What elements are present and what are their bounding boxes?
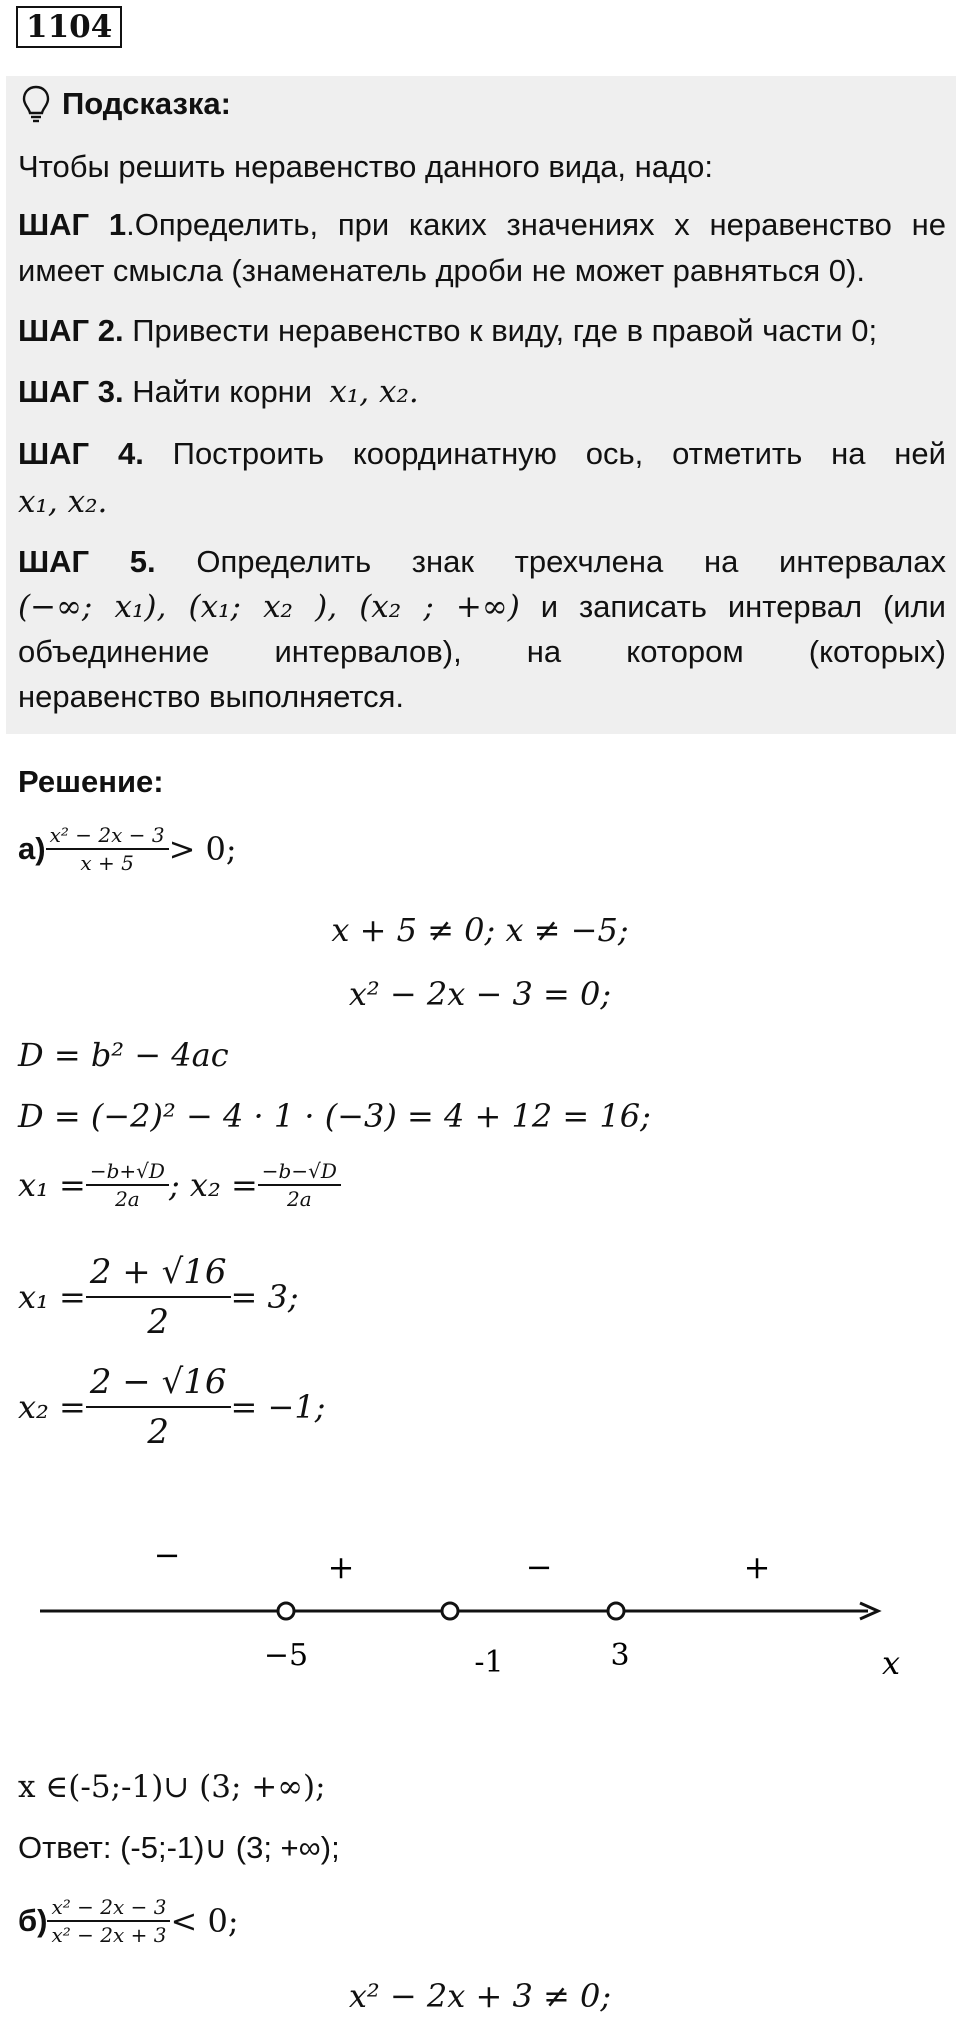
x1-value-fraction: $\frac{2 + √16}{2}$ [86, 1248, 231, 1346]
hint-step5-line1: ШАГ 5. Определить знак трехчлена на интервалах [18, 544, 946, 579]
hint-step1-line1: ШАГ 1.Определить, при каких значениях x неравенство не [18, 207, 946, 242]
x2-value-fraction: $\frac{2 - √16}{2}$ [86, 1358, 231, 1456]
part-b-fraction: $\frac{\text{x² − 2x − 3}}{\text{x² − 2x + 3}}$ [47, 1894, 170, 1948]
part-a-equation: x² − 2x − 3 = 0; [348, 975, 612, 1013]
x1-value: x₁ = $\frac{2 + √16}{2}$ = 3; [18, 1248, 299, 1346]
hint-title: Подсказка: [62, 86, 231, 121]
hint-step2: ШАГ 2. Привести неравенство к виду, где в правой части 0; [18, 313, 878, 348]
part-a-fraction: $\frac{\text{x² − 2x − 3}}{x + 5}$ [46, 822, 169, 876]
point-label-neg5: −5 [263, 1638, 309, 1673]
lightbulb-icon [20, 84, 52, 124]
discriminant-calc: D = (−2)² − 4 · 1 · (−3) = 4 + 12 = 16; [18, 1097, 651, 1135]
hint-intro: Чтобы решить неравенство данного вида, надо: [18, 149, 713, 184]
part-a-domain: x + 5 ≠ 0; x ≠ −5; [331, 911, 629, 949]
hint-step5-line4: неравенство выполняется. [18, 679, 405, 714]
hint-step4-line2: x₁, x₂. [18, 484, 108, 520]
part-b-domain: x² − 2x + 3 ≠ 0; [348, 1977, 612, 2015]
point-label-3: 3 [610, 1638, 630, 1673]
hint-step5-line2: (−∞; x₁), (x₁; x₂ ), (x₂ ; +∞) и записать интервал (или [18, 589, 946, 625]
part-a-inequality: а) $\frac{\text{x² − 2x − 3}}{x + 5}$ > 0; [18, 823, 237, 875]
solution-title: Решение: [18, 764, 164, 799]
x2-formula-fraction: $\frac{-b-√D}{2a}$ [258, 1158, 341, 1212]
sign-interval-2: + [327, 1548, 355, 1586]
x2-value: x₂ = $\frac{2 - √16}{2}$ = −1; [18, 1358, 325, 1456]
number-line [0, 1530, 960, 1690]
hint-step5-line3: объединение интервалов), на котором (которых) [18, 634, 946, 669]
hint-step3: ШАГ 3. Найти корни x₁, x₂. [18, 374, 419, 410]
problem-number: 1104 [16, 6, 122, 48]
part-a-solution-set: x ∈(-5;-1)∪ (3; +∞); [18, 1769, 326, 1805]
x1-formula-fraction: $\frac{-b+√D}{2a}$ [86, 1158, 169, 1212]
part-b-inequality: б) $\frac{\text{x² − 2x − 3}}{\text{x² − 2x + 3}}$ < 0; [18, 1895, 239, 1947]
part-b-label: б) [18, 1903, 48, 1938]
point-marker-neg1 [442, 1603, 458, 1619]
sign-interval-3: − [525, 1548, 553, 1586]
hint-step4-line1: ШАГ 4. Построить координатную ось, отметить на ней [18, 436, 946, 471]
discriminant-formula: D = b² − 4ac [18, 1036, 229, 1074]
sign-interval-4: + [743, 1548, 771, 1586]
point-marker-3 [608, 1603, 624, 1619]
root-formulas: x₁ = $\frac{-b+√D}{2a}$ ; x₂ = $\frac{-b-√D}{2a}$ [18, 1158, 341, 1212]
axis-label: x [881, 1644, 901, 1682]
part-a-label: а) [18, 831, 46, 866]
hint-step1-line2: имеет смысла (знаменатель дроби не может равняться 0). [18, 253, 865, 288]
point-marker-neg5 [278, 1603, 294, 1619]
sign-interval-1: − [153, 1536, 181, 1574]
point-label-neg1: -1 [474, 1645, 504, 1680]
part-a-answer: Ответ: (-5;-1)∪ (3; +∞); [18, 1830, 340, 1865]
